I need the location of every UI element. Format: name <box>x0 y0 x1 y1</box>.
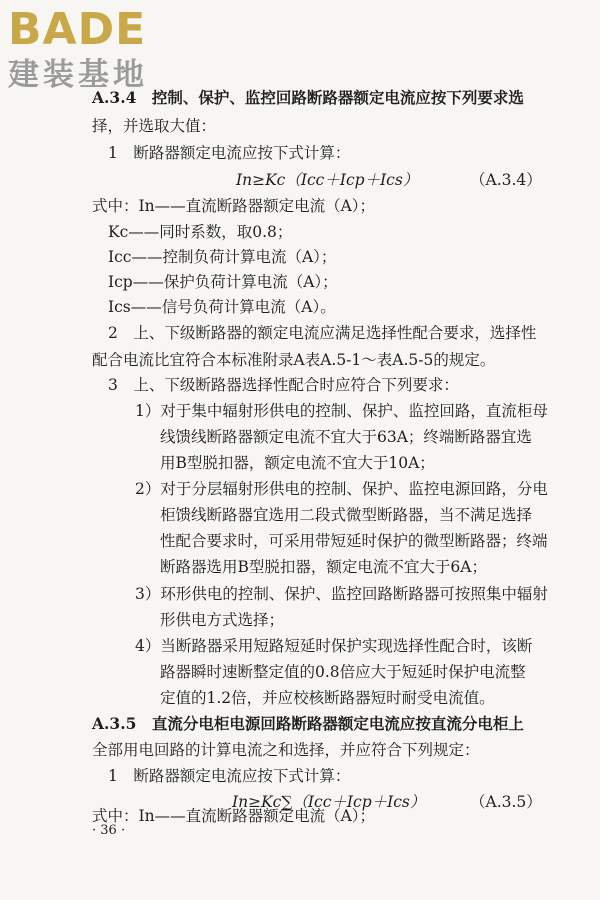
symbol-definition: Ics——信号负荷计算电流（A）。 <box>108 298 336 316</box>
subitem-3: 3）环形供电的控制、保护、监控回路断路器可按照集中辐射 <box>135 585 548 603</box>
logo-wordmark: BADE <box>8 4 147 55</box>
clause-a35-heading: A.3.5 直流分电柜电源回路断路器额定电流应按直流分电柜上 <box>92 714 524 733</box>
text-line: 定值的1.2倍，并应校核断路器短时耐受电流值。 <box>160 689 495 707</box>
item-1-heading: 1 断路器额定电流应按下式计算： <box>108 144 351 162</box>
equation-number-a34: （A.3.4） <box>470 171 542 189</box>
clause-a34-heading: A.3.4 控制、保护、监控回路断路器额定电流应按下列要求选 <box>92 88 524 107</box>
formula-a34: In≥Kc（Icc＋Icp＋Ics） <box>236 171 419 189</box>
equation-number-a35: （A.3.5） <box>470 793 542 811</box>
page-number: · 36 · <box>92 823 126 838</box>
subitem-1: 1）对于集中辐射形供电的控制、保护、监控回路，直流柜母 <box>135 402 548 420</box>
where-line: 式中：In——直流断路器额定电流（A）； <box>92 807 376 825</box>
text-line: 线馈线断路器额定电流不宜大于63A；终端断路器宜选 <box>160 428 532 446</box>
formula-a35: In≥Kc∑（Icc＋Icp＋Ics） <box>232 793 426 811</box>
text-line: 断路器选用B型脱扣器，额定电流不宜大于6A； <box>160 558 487 576</box>
text-line: 全部用电回路的计算电流之和选择，并应符合下列规定： <box>92 741 480 759</box>
text-line: 性配合要求时，可采用带短延时保护的微型断路器；终端 <box>160 532 548 550</box>
item-3-heading: 3 上、下级断路器选择性配合时应符合下列要求： <box>108 376 459 394</box>
text-line: 柜馈线断路器宜选用二段式微型断路器，当不满足选择 <box>160 506 533 524</box>
text-line: 路器瞬时速断整定值的0.8倍应大于短延时保护电流整 <box>160 663 526 681</box>
text-line: 配合电流比宜符合本标准附录A表A.5-1～表A.5-5的规定。 <box>92 351 496 369</box>
subitem-4: 4）当断路器采用短路短延时保护实现选择性配合时，该断 <box>135 637 533 655</box>
text-line: 用B型脱扣器，额定电流不宜大于10A； <box>160 454 435 472</box>
text-line: 择，并选取大值： <box>92 117 217 135</box>
symbol-definition: Icp——保护负荷计算电流（A）； <box>108 273 338 291</box>
symbol-definition: Icc——控制负荷计算电流（A）； <box>108 248 337 266</box>
text-line: 形供电方式选择； <box>160 611 285 629</box>
symbol-definition: Kc——同时系数，取0.8； <box>108 223 293 241</box>
item-2-text: 2 上、下级断路器的额定电流应满足选择性配合要求，选择性 <box>108 324 537 342</box>
where-line: 式中：In——直流断路器额定电流（A）； <box>92 197 376 215</box>
subitem-2: 2）对于分层辐射形供电的控制、保护、监控电源回路，分电 <box>135 480 548 498</box>
item-1-heading: 1 断路器额定电流应按下式计算： <box>108 767 351 785</box>
logo-subtitle: 建装基地 <box>8 57 148 93</box>
